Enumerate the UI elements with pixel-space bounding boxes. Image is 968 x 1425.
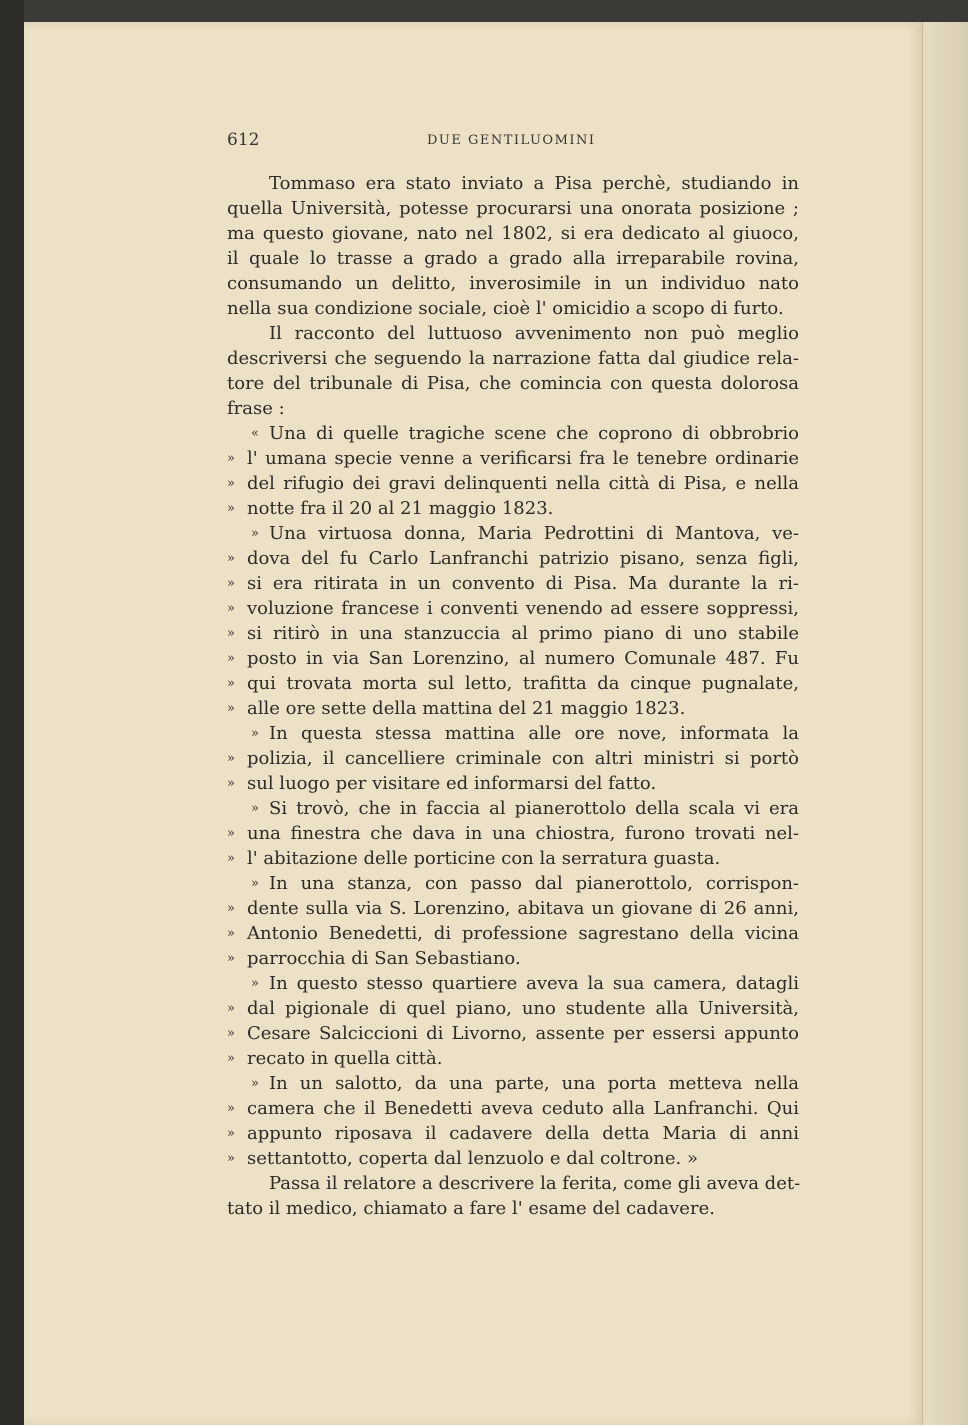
text-line-content: Cesare Salciccioni di Livorno, assente per essersi appunto [247,1023,799,1044]
quote-mark: » [251,1076,259,1091]
text-line-content: si era ritirata in un convento di Pisa. Ma durante la ri- [247,573,799,594]
text-line-content: polizia, il cancelliere criminale con altri ministri si portò [247,748,799,769]
text-line [227,1071,799,1096]
quote-mark: » [227,1101,235,1116]
text-line-content: Una virtuosa donna, Maria Pedrottini di Mantova, ve- [269,523,799,544]
quote-mark: » [227,576,235,591]
text-line-content: l' abitazione delle porticine con la serratura guasta. [247,848,721,869]
text-line [227,221,799,246]
text-line [227,846,799,871]
text-line [227,971,799,996]
text-line [227,171,799,196]
text-line-content: voluzione francese i conventi venendo ad essere soppressi, [247,598,799,619]
text-line [227,596,799,621]
text-line [227,446,799,471]
text-line-content: qui trovata morta sul letto, trafitta da cinque pugnalate, [247,673,799,694]
text-line-content: In questa stessa mattina alle ore nove, informata la [269,723,799,744]
quote-mark: » [227,1051,235,1066]
text-line [227,671,799,696]
text-line-content: del rifugio dei gravi delinquenti nella città di Pisa, e nella [247,473,799,494]
text-line [227,421,799,446]
quote-mark: » [227,951,235,966]
text-line-content: Si trovò, che in faccia al pianerottolo della scala vi era [269,798,799,819]
text-line-content: ma questo giovane, nato nel 1802, si era dedicato al giuoco, [227,223,799,244]
text-line-content: il quale lo trasse a grado a grado alla irreparabile rovina, [227,248,799,269]
text-line-content: notte fra il 20 al 21 maggio 1823. [247,498,554,519]
text-line-content: recato in quella città. [247,1048,443,1069]
quote-mark: » [251,726,259,741]
page-edge-right [922,22,968,1425]
quote-mark: » [251,526,259,541]
text-line [227,571,799,596]
text-line-content: Tommaso era stato inviato a Pisa perchè, studiando in [269,173,799,194]
text-line [227,1121,799,1146]
text-line-content: appunto riposava il cadavere della detta Maria di anni [247,1123,799,1144]
text-line [227,1021,799,1046]
quote-mark: » [227,751,235,766]
text-line-content: In questo stesso quartiere aveva la sua camera, datagli [269,973,799,994]
text-line [227,296,799,321]
quote-mark: » [227,1001,235,1016]
text-line [227,1096,799,1121]
quote-mark: » [227,1151,235,1166]
text-line [227,696,799,721]
quote-mark: » [227,476,235,491]
text-line-content: frase : [227,398,285,419]
text-line-content: quella Università, potesse procurarsi una onorata posizione ; [227,198,799,219]
text-line-content: parrocchia di San Sebastiano. [247,948,521,969]
quote-mark: » [227,1126,235,1141]
running-title: DUE GENTILUOMINI [427,133,596,148]
text-line-content: una finestra che dava in una chiostra, furono trovati nel- [247,823,799,844]
text-line [227,771,799,796]
quote-mark: » [251,801,259,816]
page-header [227,130,799,156]
text-line-content: tore del tribunale di Pisa, che comincia con questa dolorosa [227,373,799,394]
text-line [227,796,799,821]
text-line-content: dal pigionale di quel piano, uno studente alla Università, [247,998,799,1019]
text-line [227,896,799,921]
text-line [227,946,799,971]
text-line-content: si ritirò in una stanzuccia al primo piano di uno stabile [247,623,799,644]
text-line-content: alle ore sette della mattina del 21 maggio 1823. [247,698,686,719]
text-line-content: In una stanza, con passo dal pianerottolo, corrispon- [269,873,799,894]
quote-mark: » [227,901,235,916]
text-line [227,621,799,646]
text-line-content: posto in via San Lorenzino, al numero Comunale 487. Fu [247,648,799,669]
quote-mark: » [251,876,259,891]
quote-mark: » [227,601,235,616]
text-line [227,471,799,496]
text-line-content: dente sulla via S. Lorenzino, abitava un giovane di 26 anni, [247,898,799,919]
text-line [227,246,799,271]
text-line [227,1171,799,1196]
quote-mark: » [227,1026,235,1041]
text-line [227,996,799,1021]
text-line [227,646,799,671]
quote-mark: » [227,776,235,791]
text-line [227,721,799,746]
text-line-content: descriversi che seguendo la narrazione fatta dal giudice rela- [227,348,799,369]
scan-border-top [0,0,968,22]
text-line [227,546,799,571]
text-line [227,1146,799,1171]
text-line-content: consumando un delitto, inverosimile in un individuo nato [227,273,799,294]
text-line [227,271,799,296]
text-line [227,196,799,221]
quote-mark: » [227,676,235,691]
quote-mark: « [251,426,259,441]
text-line [227,1196,799,1221]
text-line-content: nella sua condizione sociale, cioè l' omicidio a scopo di furto. [227,298,784,319]
text-line-content: Una di quelle tragiche scene che coprono di obbrobrio [269,423,799,444]
text-line-content: sul luogo per visitare ed informarsi del fatto. [247,773,657,794]
quote-mark: » [227,826,235,841]
quote-mark: » [227,651,235,666]
text-line-content: In un salotto, da una parte, una porta metteva nella [269,1073,799,1094]
quote-mark: » [227,926,235,941]
text-line-content: Antonio Benedetti, di professione sagrestano della vicina [247,923,799,944]
text-line-content: settantotto, coperta dal lenzuolo e dal coltrone. » [247,1148,699,1169]
text-line-content: tato il medico, chiamato a fare l' esame del cadavere. [227,1198,715,1219]
scan-border-left [0,0,24,1425]
page-number: 612 [227,130,260,150]
text-line [227,371,799,396]
body-text [227,171,799,1221]
text-line-content: camera che il Benedetti aveva ceduto alla Lanfranchi. Qui [247,1098,799,1119]
text-line [227,921,799,946]
text-line-content: Il racconto del luttuoso avvenimento non può meglio [269,323,799,344]
text-line [227,1046,799,1071]
text-line [227,396,799,421]
quote-mark: » [227,551,235,566]
text-line-content: Passa il relatore a descrivere la ferita, come gli aveva det- [269,1173,801,1194]
text-line-content: dova del fu Carlo Lanfranchi patrizio pisano, senza figli, [247,548,799,569]
quote-mark: » [227,626,235,641]
text-line [227,496,799,521]
quote-mark: » [227,851,235,866]
text-line [227,321,799,346]
quote-mark: » [251,976,259,991]
quote-mark: » [227,451,235,466]
text-line [227,871,799,896]
text-line [227,821,799,846]
quote-mark: » [227,501,235,516]
text-line [227,346,799,371]
quote-mark: » [227,701,235,716]
text-line [227,521,799,546]
text-line-content: l' umana specie venne a verificarsi fra le tenebre ordinarie [247,448,799,469]
text-line [227,746,799,771]
